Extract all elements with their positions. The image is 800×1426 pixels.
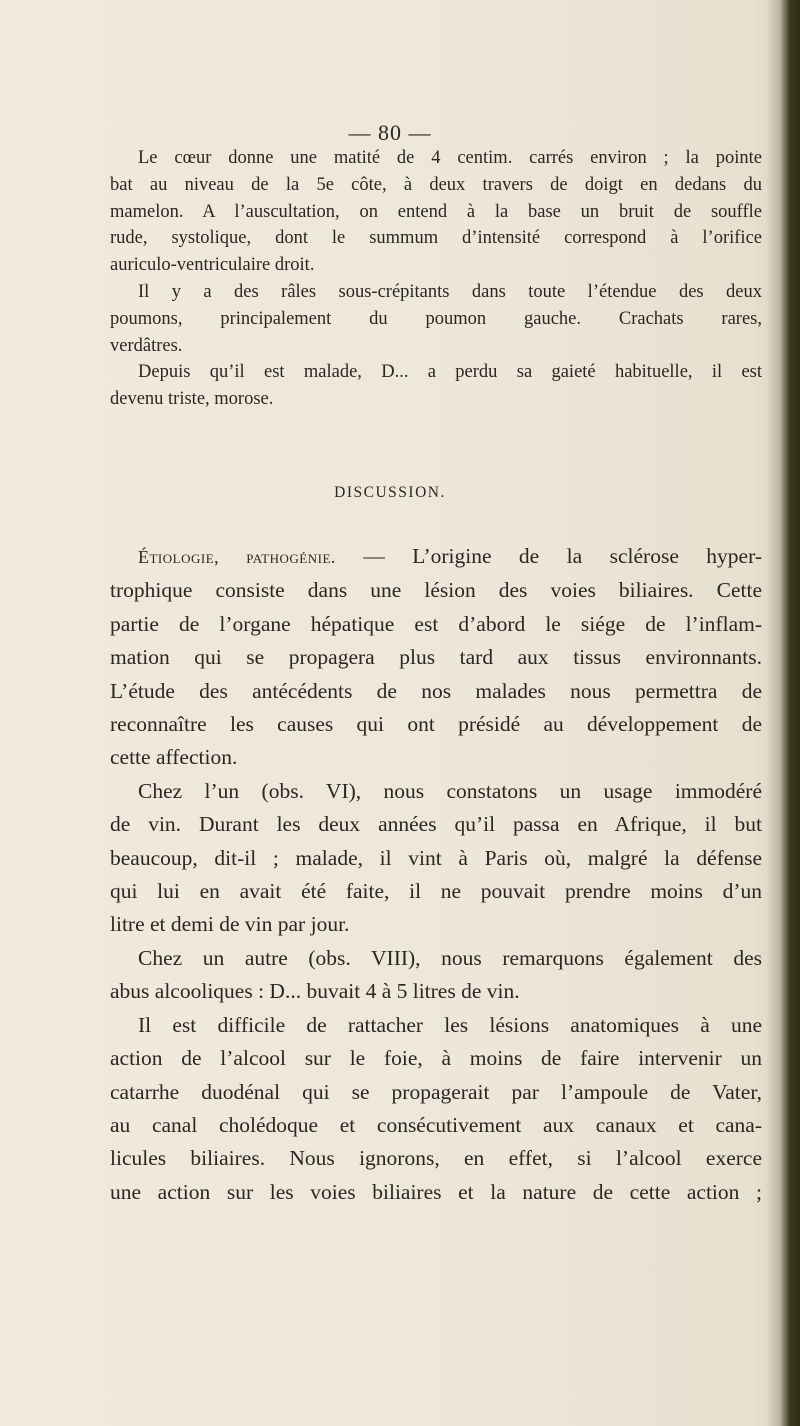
text-line: trophique consiste dans une lésion des voies biliaires. Cette <box>110 578 762 603</box>
paragraph <box>110 359 762 413</box>
text-line <box>110 540 762 574</box>
text-line: qui lui en avait été faite, il ne pouvait prendre moins d’un <box>110 879 762 904</box>
paragraph <box>110 942 762 1009</box>
observation-text <box>110 145 762 413</box>
text-line: Chez l’un (obs. VI), nous constatons un usage immodéré <box>138 778 762 803</box>
page-edge-shadow <box>766 0 800 1426</box>
text-line: action de l’alcool sur le foie, à moins de faire intervenir un <box>110 1046 762 1071</box>
text-line: rude, systolique, dont le summum d’intensité correspond à l’orifice <box>110 228 762 249</box>
text-line: verdâtres. <box>110 335 183 356</box>
text-line: de vin. Durant les deux années qu’il passa en Afrique, il but <box>110 812 762 837</box>
text-line: auriculo-ventriculaire droit. <box>110 255 315 276</box>
text-line: reconnaître les causes qui ont présidé au développement de <box>110 712 762 737</box>
text-line: licules biliaires. Nous ignorons, en effet, si l’alcool exerce <box>110 1146 762 1171</box>
text-line: Chez un autre (obs. VIII), nous remarquons également des <box>138 945 762 970</box>
paragraph <box>110 540 762 775</box>
text-line: une action sur les voies biliaires et la nature de cette action ; <box>110 1179 762 1204</box>
paragraph <box>110 775 762 942</box>
text-line: partie de l’organe hépatique est d’abord le siége de l’inflam- <box>110 611 762 636</box>
text-line: Depuis qu’il est malade, D... a perdu sa gaieté habituelle, il est <box>138 362 762 383</box>
text-line: Il est difficile de rattacher les lésions anatomiques à une <box>138 1012 762 1037</box>
text-line: au canal cholédoque et consécutivement aux canaux et cana- <box>110 1112 762 1137</box>
text-line: poumons, principalement du poumon gauche. Crachats rares, <box>110 308 762 329</box>
text-line: beaucoup, dit-il ; malade, il vint à Paris où, malgré la défense <box>110 845 762 870</box>
discussion-text <box>110 540 762 1209</box>
text-line-content: — L’origine de la sclérose hyper- <box>363 544 762 568</box>
text-line: Il y a des râles sous-crépitants dans toute l’étendue des deux <box>138 281 762 302</box>
text-line: L’étude des antécédents de nos malades nous permettra de <box>110 678 762 703</box>
text-line: Le cœur donne une matité de 4 centim. carrés environ ; la pointe <box>138 148 762 168</box>
page-number: — 80 — <box>348 120 432 145</box>
paragraph <box>110 145 762 279</box>
subsection-label: Étiologie, pathogénie. <box>138 547 336 567</box>
text-line: bat au niveau de la 5e côte, à deux travers de doigt en dedans du <box>110 174 762 195</box>
text-line: litre et demi de vin par jour. <box>110 912 350 937</box>
section-heading: DISCUSSION. <box>334 484 446 501</box>
text-line: cette affection. <box>110 745 238 770</box>
text-line: mation qui se propagera plus tard aux tissus environnants. <box>110 645 762 670</box>
text-line: catarrhe duodénal qui se propagerait par l’ampoule de Vater, <box>110 1079 762 1104</box>
text-line: devenu triste, morose. <box>110 389 274 410</box>
paragraph <box>110 279 762 359</box>
text-line: abus alcooliques : D... buvait 4 à 5 litres de vin. <box>110 979 520 1004</box>
paragraph <box>110 1009 762 1209</box>
text-line: mamelon. A l’auscultation, on entend à la base un bruit de souffle <box>110 201 762 222</box>
